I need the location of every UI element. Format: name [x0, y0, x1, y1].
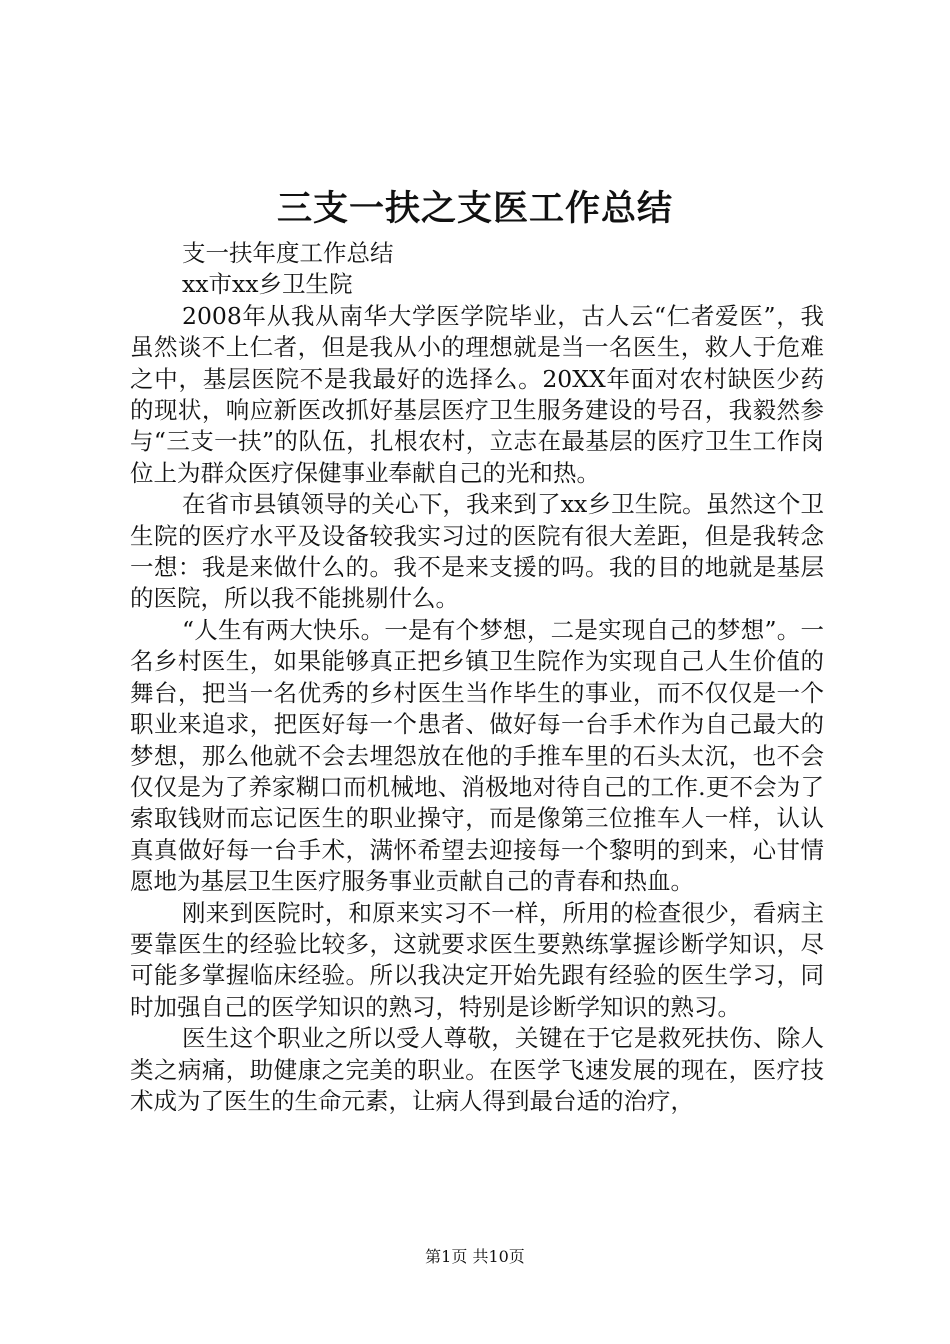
paragraph: “人生有两大快乐。一是有个梦想，二是实现自己的梦想”。一名乡村医生，如果能够真正把乡镇卫生院作为实现自己人生价值的舞台，把当一名优秀的乡村医生当作毕生的事业，而不仅仅是一个职业来追求，把医好每一个患者、做好每一台手术作为自己最大的梦想，那么他就不会去埋怨放在他的手推车里的石头太沉，也不会仅仅是为了养家糊口而机械地、消极地对待自己的工作.更不会为了索取钱财而忘记医生的职业操守，而是像第三位推车人一样，认认真真做好每一台手术，满怀希望去迎接每一个黎明的到来，心甘情愿地为基层卫生医疗服务事业贡献自己的青春和热血。: [130, 615, 824, 896]
subtitle-line: 支一扶年度工作总结: [182, 239, 394, 267]
organization-line: xx市xx乡卫生院: [182, 270, 353, 299]
paragraph: 2008年从我从南华大学医学院毕业，古人云“仁者爱医”，我虽然谈不上仁者，但是我从小的理想就是当一名医生，救人于危难之中，基层医院不是我最好的选择么。20XX年面对农村缺医少药的现状，响应新医改抓好基层医疗卫生服务建设的号召，我毅然参与“三支一扶”的队伍，扎根农村，立志在最基层的医疗卫生工作岗位上为群众医疗保健事业奉献自己的光和热。: [130, 301, 824, 487]
paragraph: 在省市县镇领导的关心下，我来到了xx乡卫生院。虽然这个卫生院的医疗水平及设备较我实习过的医院有很大差距，但是我转念一想：我是来做什么的。我不是来支援的吗。我的目的地就是基层的医院，所以我不能挑剔什么。: [130, 490, 824, 613]
paragraph: 医生这个职业之所以受人尊敬，关键在于它是救死扶伤、除人类之病痛，助健康之完美的职业。在医学飞速发展的现在，医疗技术成为了医生的生命元素，让病人得到最台适的治疗，: [130, 1024, 824, 1115]
document-body: [130, 238, 824, 1117]
page-footer: 第1页 共10页: [425, 1247, 525, 1266]
document-title: 三支一扶之支医工作总结: [276, 188, 673, 229]
paragraph: 刚来到医院时，和原来实习不一样，所用的检查很少，看病主要靠医生的经验比较多，这就要求医生要熟练掌握诊断学知识，尽可能多掌握临床经验。所以我决定开始先跟有经验的医生学习，同时加强自己的医学知识的熟习，特别是诊断学知识的熟习。: [130, 898, 824, 1021]
